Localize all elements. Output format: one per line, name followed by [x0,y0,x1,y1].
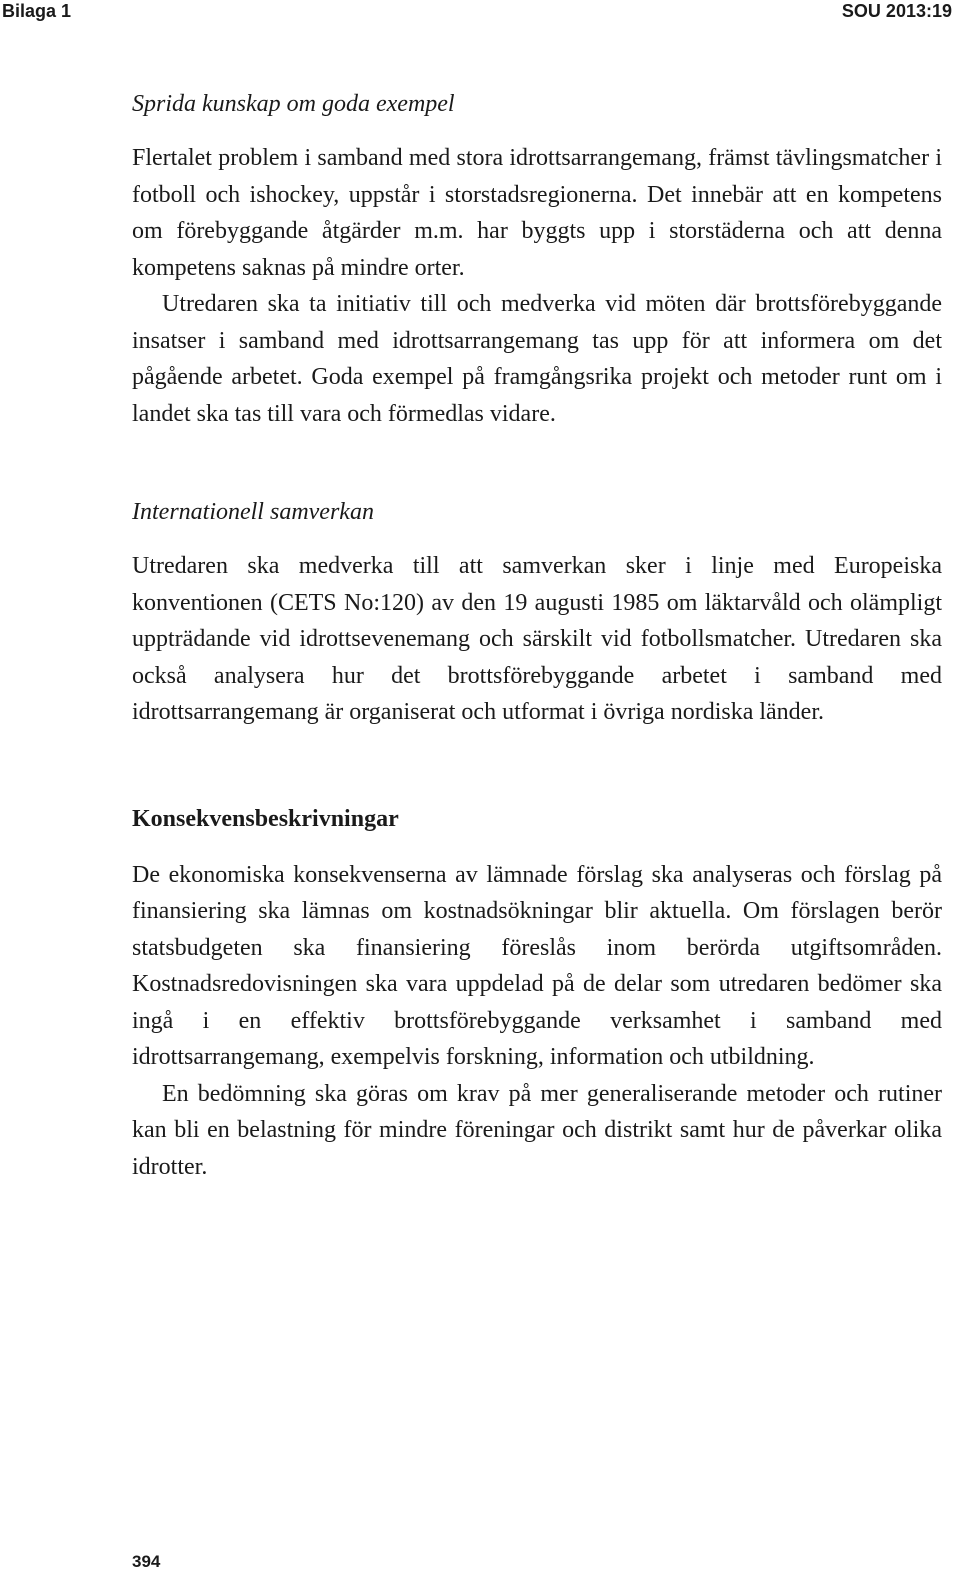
paragraph: Utredaren ska medverka till att samverkan sker i linje med Europeiska konventionen (CETS No:120) av den 19 augusti 1985 om läktarvåld och olämpligt uppträdande vid idrottsevenemang och särskilt vid fotbollsmatcher. Utredaren ska också analysera hur det brottsförebyggande arbetet i samband med idrottsarrangemang är organiserat och utformat i övriga nordiska länder. [132,553,942,725]
paragraph: Utredaren ska ta initiativ till och medverka vid möten där brottsförebyggande insatser i samband med idrottsarrangemang tas upp för att informera om det pågående arbetet. Goda exempel på framgångsrika projekt och metoder runt om i landet ska tas till vara och förmedlas vidare. [132,291,942,427]
report-reference: SOU 2013:19 [841,1,952,21]
section-international-cooperation [132,494,942,731]
paragraph: Flertalet problem i samband med stora idrottsarrangemang, främst tävlingsmatcher i fotboll och ishockey, uppstår i storstadsregionerna. Det innebär att en kompetens om förebyggande åtgärder m.m. har byggts upp i storstäderna och att denna kompetens saknas på mindre orter. [132,145,942,281]
section-spread-knowledge [132,86,942,432]
page-number: 394 [132,1552,161,1571]
page-body [132,86,942,1185]
paragraph: En bedömning ska göras om krav på mer generaliserande metoder och rutiner kan bli en belastning för mindre föreningar och distrikt samt hur de påverkar olika idrotter. [132,1080,942,1180]
paragraph: De ekonomiska konsekvenserna av lämnade förslag ska analyseras och förslag på finansiering ska lämnas om kostnadsökningar blir aktuella. Om förslagen berör statsbudgeten ska finansiering föreslås inom berörda utgiftsområden. Kostnadsredovisningen ska vara uppdelad på de delar som utredaren bedömer ska ingå i en effektiv brottsförebyggande verksamhet i samband med idrottsarrangemang, exempelvis forskning, information och utbildning. [132,861,942,1070]
page-header [0,0,960,42]
section-heading: Sprida kunskap om goda exempel [132,91,455,117]
appendix-label: Bilaga 1 [2,1,72,21]
section-heading: Internationell samverkan [132,499,374,525]
section-heading: Konsekvensbeskrivningar [132,805,399,832]
section-consequences [132,801,942,1186]
